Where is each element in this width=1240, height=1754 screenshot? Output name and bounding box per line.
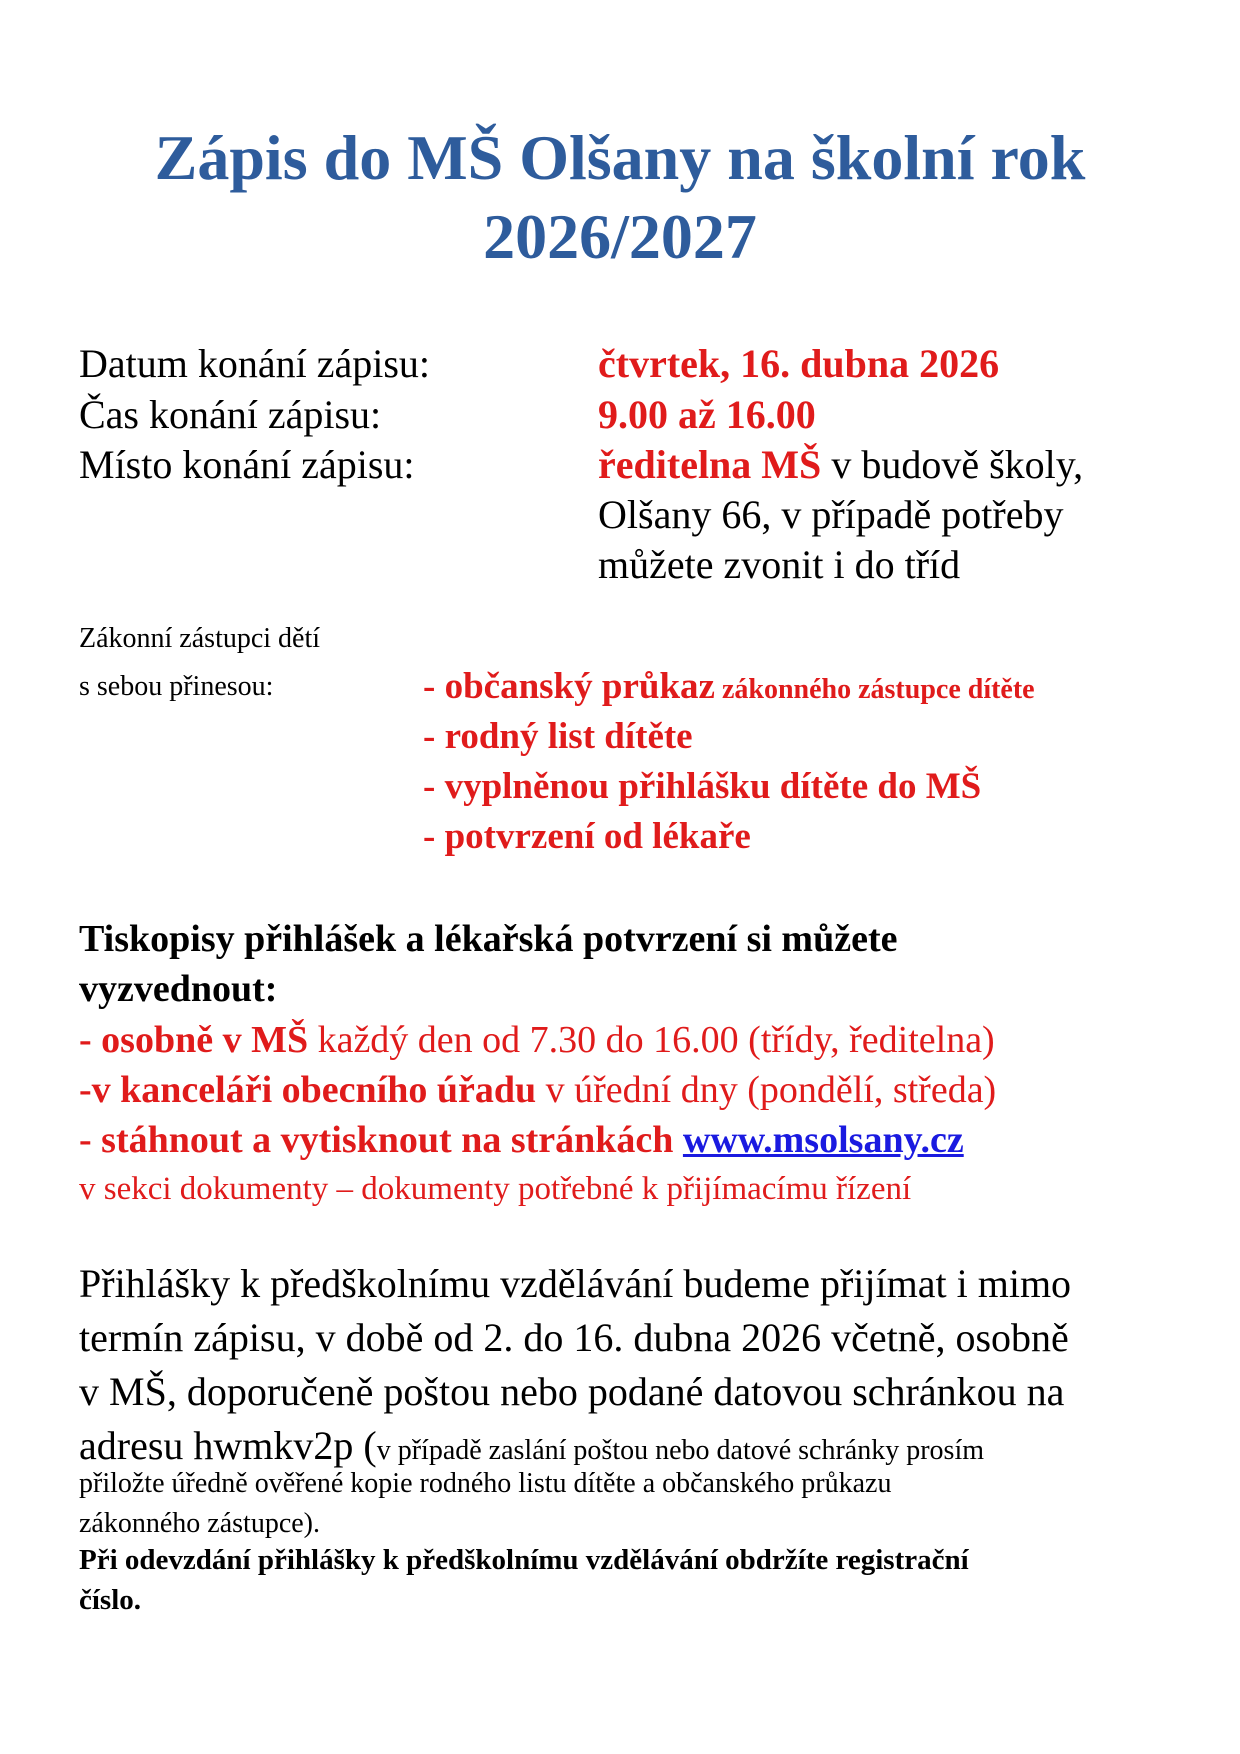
forms-heading-line-1: Tiskopisy přihlášek a lékařská potvrzení si můžete — [79, 918, 898, 960]
place-value-highlight: ředitelna MŠ — [598, 442, 822, 487]
page-title-line-2: 2026/2027 — [483, 201, 757, 272]
place-value — [598, 440, 1083, 490]
pickup-option-download-bold: - stáhnout a vytisknout na stránkách — [79, 1119, 674, 1161]
place-label: Místo konání zápisu: — [79, 442, 415, 487]
place-value-line-2: Olšany 66, v případě potřeby — [598, 492, 1064, 537]
registration-note-line-1: Při odevzdání přihlášky k předškolnímu vzdělávání obdržíte registrační — [79, 1544, 969, 1576]
requirements-label-line-2: s sebou přinesou: — [79, 671, 274, 702]
place-value-line-3: můžete zvonit i do tříd — [598, 542, 961, 587]
pickup-option-office-rest: v úřední dny (pondělí, středa) — [536, 1069, 997, 1111]
requirement-item: - rodný list dítěte — [423, 716, 693, 757]
website-link[interactable]: www.msolsany.cz — [682, 1119, 964, 1161]
date-label: Datum konání zápisu: — [79, 341, 431, 386]
page-title-line-1: Zápis do MŠ Olšany na školní rok — [154, 122, 1086, 193]
forms-heading-line-2: vyzvednout: — [79, 968, 278, 1010]
pickup-option-kindergarten-bold: - osobně v MŠ — [79, 1019, 309, 1061]
applications-line-2: termín zápisu, v době od 2. do 16. dubna 2026 včetně, osobně — [79, 1315, 1069, 1360]
applications-line-6: zákonného zástupce). — [79, 1508, 320, 1539]
requirement-item: - vyplněnou přihlášku dítěte do MŠ — [423, 766, 982, 807]
pickup-option-kindergarten-rest: každý den od 7.30 do 16.00 (třídy, ředitelna) — [308, 1019, 995, 1061]
applications-line-1: Přihlášky k předškolnímu vzdělávání budeme přijímat i mimo — [79, 1261, 1072, 1306]
requirement-item-main: - občanský průkaz — [423, 666, 715, 707]
pickup-option-office-bold: -v kanceláři obecního úřadu — [79, 1069, 537, 1111]
applications-line-4-main: adresu hwmkv2p ( — [79, 1423, 377, 1468]
time-value: 9.00 až 16.00 — [598, 392, 816, 437]
applications-line-3: v MŠ, doporučeně poštou nebo podané datovou schránkou na — [79, 1369, 1065, 1414]
pickup-option-office — [79, 1065, 996, 1115]
requirements-label-line-1: Zákonní zástupci dětí — [79, 623, 321, 654]
requirement-item-sub: zákonného zástupce dítěte — [714, 674, 1035, 705]
requirement-item — [423, 663, 1035, 714]
place-value-rest: v budově školy, — [821, 442, 1084, 487]
applications-line-4-small: v případě zaslání poštou nebo datové schránky prosím — [376, 1435, 985, 1466]
time-label: Čas konání zápisu: — [79, 392, 382, 437]
pickup-option-download — [79, 1115, 964, 1165]
date-value: čtvrtek, 16. dubna 2026 — [598, 341, 1000, 386]
download-section-note: v sekci dokumenty – dokumenty potřebné k přijímacímu řízení — [79, 1171, 912, 1207]
registration-note-line-2: číslo. — [79, 1584, 142, 1616]
requirement-item: - potvrzení od lékaře — [423, 816, 751, 857]
applications-line-5: přiložte úředně ověřené kopie rodného listu dítěte a občanského průkazu — [79, 1468, 892, 1499]
pickup-option-kindergarten — [79, 1015, 995, 1065]
